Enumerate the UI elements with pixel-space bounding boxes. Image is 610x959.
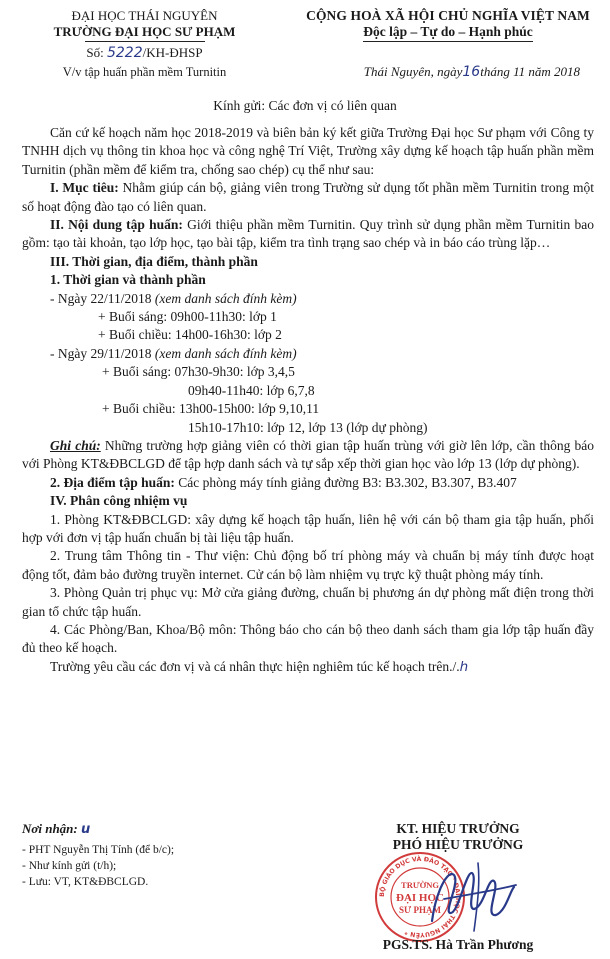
section-1: I. Mục tiêu: Nhằm giúp cán bộ, giảng viên trong Trường sử dụng tốt phần mềm Turnitin trong một số hoạt động đào tạo có liên quan. [22,180,594,214]
university-name: ĐẠI HỌC THÁI NGUYÊN [71,8,218,23]
stamp-center-line-3: SƯ PHẠM [399,905,441,915]
signature-title-2: PHÓ HIỆU TRƯỞNG [392,837,524,852]
date-day: 16 [462,64,481,80]
section-2: II. Nội dung tập huấn: Giới thiệu phần mềm Turnitin. Quy trình sử dụng phần mềm Turnitin bao gồm: tạo tài khoản, tạo lớp học, tạo bài tập, kiểm tra tình trạng sao chép và in báo cáo trùng lặp… [22,217,594,251]
task-2: 2. Trung tâm Thông tin - Thư viện: Chủ động bố trí phòng máy và chuẩn bị máy tính được hoạt động tốt, đảm bảo đường truyền internet. Cử cán bộ làm nhiệm vụ trực kỹ thuật phòng máy tính. [22,548,594,582]
stamp-center-line-1: TRƯỜNG [401,880,439,890]
section-3-heading: III. Thời gian, địa điểm, thành phần [50,253,258,269]
day-1: - Ngày 22/11/2018 (xem danh sách đính kèm) [50,290,297,306]
footer [22,821,594,956]
motto-underline [363,41,533,42]
header-left [22,8,267,80]
recipients-initial-mark: u [81,822,91,837]
day-1-morning: + Buổi sáng: 09h00-11h30: lớp 1 [98,309,277,325]
document-subject: V/v tập huấn phần mềm Turnitin [62,65,227,79]
day-2-afternoon-1: + Buổi chiều: 13h00-15h00: lớp 9,10,11 [102,401,320,417]
document-number: Số: 5222/KH-ĐHSP [86,45,203,61]
document-body [22,124,594,676]
section-4-heading: IV. Phân công nhiệm vụ [50,493,188,509]
recipient-item: - Lưu: VT, KT&ĐBCLGD. [22,876,149,888]
stamp-ring-text: BỘ GIÁO DỤC VÀ ĐÀO TẠO * ĐẠI HỌC THÁI NGUYÊN * [378,855,462,939]
signer-name: PGS.TS. Hà Trần Phương [382,937,534,952]
motto: Độc lập – Tự do – Hạnh phúc [363,24,533,39]
header-right [292,8,604,80]
section-3-2: 2. Địa điểm tập huấn: Các phòng máy tính giảng đường B3: B3.302, B3.307, B3.407 [50,474,517,490]
recipient-item: - Như kính gửi (t/h); [22,860,117,872]
task-3: 3. Phòng Quản trị phục vụ: Mở cửa giảng đường, chuẩn bị phương án dự phòng mất điện trong thời gian tổ chức tập huấn. [22,585,594,619]
day-2-morning-2: 09h40-11h40: lớp 6,7,8 [188,382,315,398]
intro-paragraph: Căn cứ kế hoạch năm học 2018-2019 và biên bản ký kết giữa Trường Đại học Sư phạm với Công ty TNHH dịch vụ thông tin khoa học và công nghệ Trí Việt, Trường xây dựng kế hoạch tập huấn phần mềm Turnitin (phần mềm để kiểm tra, chống sao chép) cụ thể như sau: [22,125,594,177]
day-2-morning-1: + Buổi sáng: 07h30-9h30: lớp 3,4,5 [102,364,295,380]
document-number-value: 5222 [106,45,143,61]
day-2-afternoon-2: 15h10-17h10: lớp 12, lớp 13 (lớp dự phòng) [188,419,428,435]
nation-title: CỘNG HOÀ XÃ HỘI CHỦ NGHĨA VIỆT NAM [306,8,590,23]
greeting: Kính gửi: Các đơn vị có liên quan [213,98,397,113]
school-underline [85,41,205,42]
day-1-afternoon: + Buổi chiều: 14h00-16h30: lớp 2 [98,327,282,343]
recipients-title: Nơi nhận: u [22,821,91,837]
closing-initial-mark: h [459,658,469,675]
section-3-1-heading: 1. Thời gian và thành phần [50,272,206,288]
signature-block [322,821,594,952]
stamp-center-line-2: ĐẠI HỌC [396,892,444,904]
document-date: Thái Nguyên, ngày16tháng 11 năm 2018 [363,64,580,80]
closing-line: Trường yêu cầu các đơn vị và cá nhân thực hiện nghiêm túc kế hoạch trên./.h [50,658,469,675]
task-1: 1. Phòng KT&ĐBCLGD: xây dựng kế hoạch tập huấn, liên hệ với cán bộ tham gia tập huấn, phối hợp với đơn vị tập huấn chuẩn bị tài liệu tập huấn. [22,511,594,545]
signature-title-1: KT. HIỆU TRƯỞNG [396,821,520,836]
school-name: TRƯỜNG ĐẠI HỌC SƯ PHẠM [53,24,236,39]
handwritten-signature [414,851,524,939]
note-paragraph: Ghi chú: Những trường hợp giảng viên có thời gian tập huấn trùng với giờ lên lớp, cần thông báo với Phòng KT&ĐBCLGD để tập hợp danh sách và tự sắp xếp thời gian học vào lớp 13 (lớp dự phòng). [22,437,595,472]
task-4: 4. Các Phòng/Ban, Khoa/Bộ môn: Thông báo cho cán bộ theo danh sách tham gia lớp tập huấn đầy đủ theo kế hoạch. [22,621,594,656]
recipient-item: - PHT Nguyễn Thị Tính (để b/c); [22,844,175,856]
day-2: - Ngày 29/11/2018 (xem danh sách đính kèm) [50,345,297,361]
recipients [22,821,292,890]
